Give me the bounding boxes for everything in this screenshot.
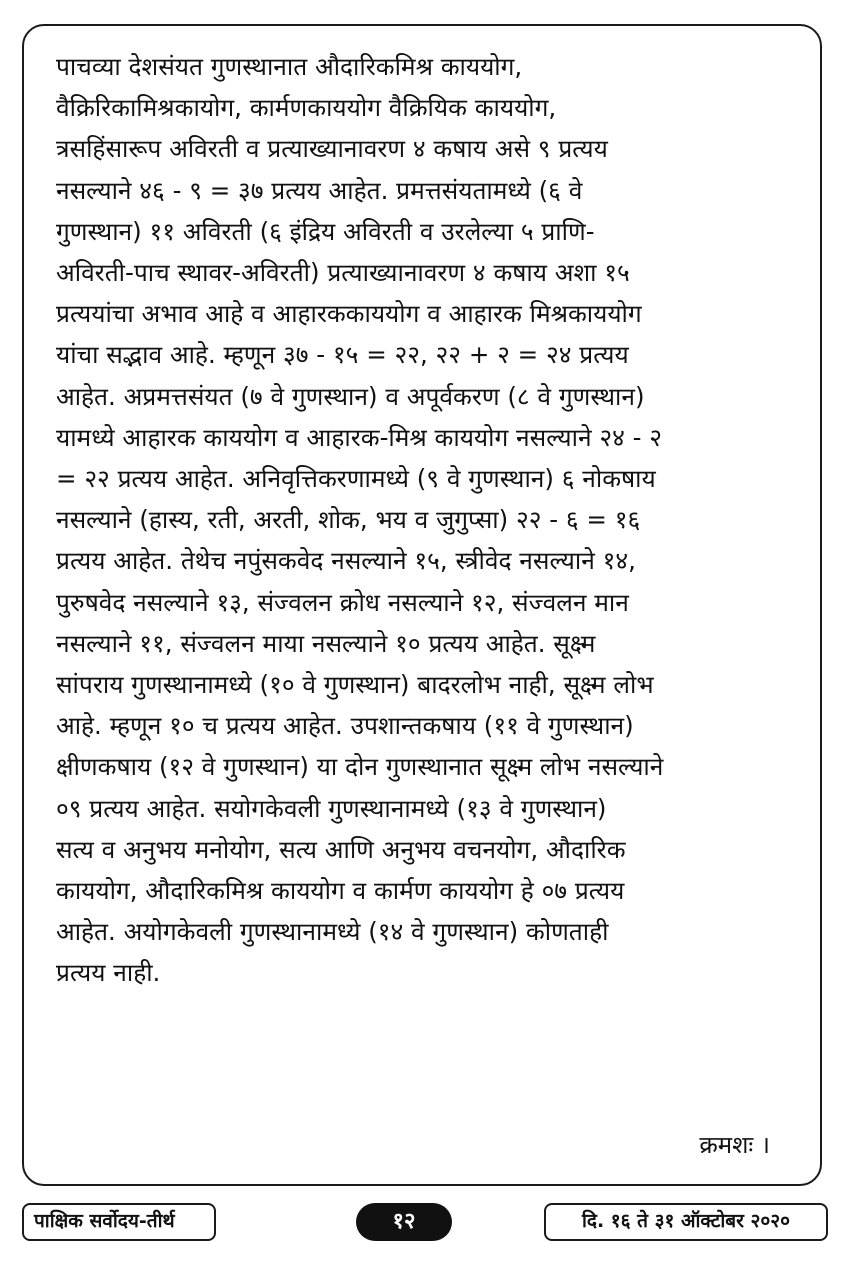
body-line: प्रत्ययांचा अभाव आहे व आहारककाययोग व आहारक मिश्रकाययोग xyxy=(56,299,642,329)
body-line: ०९ प्रत्यय आहेत. सयोगकेवली गुणस्थानामध्ये (१३ वे गुणस्थान) xyxy=(56,793,607,823)
body-line: काययोग, औदारिकमिश्र काययोग व कार्मण काययोग हे ०७ प्रत्यय xyxy=(56,876,625,906)
body-line: नसल्याने ४६ - ९ = ३७ प्रत्यय आहेत. प्रमत्तसंयतामध्ये (६ वे xyxy=(56,175,583,205)
body-line: = २२ प्रत्यय आहेत. अनिवृत्तिकरणामध्ये (९ वे गुणस्थान) ६ नोकषाय xyxy=(56,464,656,494)
body-line: प्रत्यय नाही. xyxy=(56,958,161,988)
body-line: त्रसहिंसारूप अविरती व प्रत्याख्यानावरण ४ कषाय असे ९ प्रत्यय xyxy=(56,134,608,164)
body-line: पाचव्या देशसंयत गुणस्थानात औदारिकमिश्र काययोग, xyxy=(56,52,523,81)
body-line: यांचा सद्भाव आहे. म्हणून ३७ - १५ = २२, २२ + २ = २४ प्रत्यय xyxy=(56,340,629,370)
publication-name: पाक्षिक सर्वोदय-तीर्थ xyxy=(22,1203,216,1241)
body-line: सांपराय गुणस्थानामध्ये (१० वे गुणस्थान) बादरलोभ नाही, सूक्ष्म लोभ xyxy=(56,670,654,700)
body-line: नसल्याने (हास्य, रती, अरती, शोक, भय व जुगुप्सा) २२ - ६ = १६ xyxy=(56,505,641,535)
page-footer xyxy=(22,1203,828,1241)
issue-date: दि. १६ ते ३१ ऑक्टोबर २०२० xyxy=(544,1203,828,1241)
body-line: नसल्याने ११, संज्वलन माया नसल्याने १० प्रत्यय आहेत. सूक्ष्म xyxy=(56,628,596,658)
body-line: अविरती-पाच स्थावर-अविरती) प्रत्याख्यानावरण ४ कषाय अशा १५ xyxy=(56,258,630,288)
page-number: १२ xyxy=(356,1203,452,1241)
body-line: सत्य व अनुभय मनोयोग, सत्य आणि अनुभय वचनयोग, औदारिक xyxy=(56,834,626,864)
body-line: गुणस्थान) ११ अविरती (६ इंद्रिय अविरती व उरलेल्या ५ प्राणि- xyxy=(56,216,595,246)
continued-marker: क्रमशः । xyxy=(699,1131,770,1159)
body-line: पुरुषवेद नसल्याने १३, संज्वलन क्रोध नसल्याने १२, संज्वलन मान xyxy=(56,587,629,617)
body-line: प्रत्यय आहेत. तेथेच नपुंसकवेद नसल्याने १५, स्त्रीवेद नसल्याने १४, xyxy=(56,546,636,576)
body-line: क्षीणकषाय (१२ वे गुणस्थान) या दोन गुणस्थानात सूक्ष्म लोभ नसल्याने xyxy=(56,752,664,782)
body-line: आहे. म्हणून १० च प्रत्यय आहेत. उपशान्तकषाय (११ वे गुणस्थान) xyxy=(56,711,634,741)
article-body xyxy=(56,46,794,994)
body-line: वैक्रिरिकामिश्रकायोग, कार्मणकाययोग वैक्रियिक काययोग, xyxy=(56,93,557,123)
body-line: आहेत. अप्रमत्तसंयत (७ वे गुणस्थान) व अपूर्वकरण (८ वे गुणस्थान) xyxy=(56,381,645,411)
body-line: यामध्ये आहारक काययोग व आहारक-मिश्र काययोग नसल्याने २४ - २ xyxy=(56,422,662,452)
body-line: आहेत. अयोगकेवली गुणस्थानामध्ये (१४ वे गुणस्थान) कोणताही xyxy=(56,917,609,947)
